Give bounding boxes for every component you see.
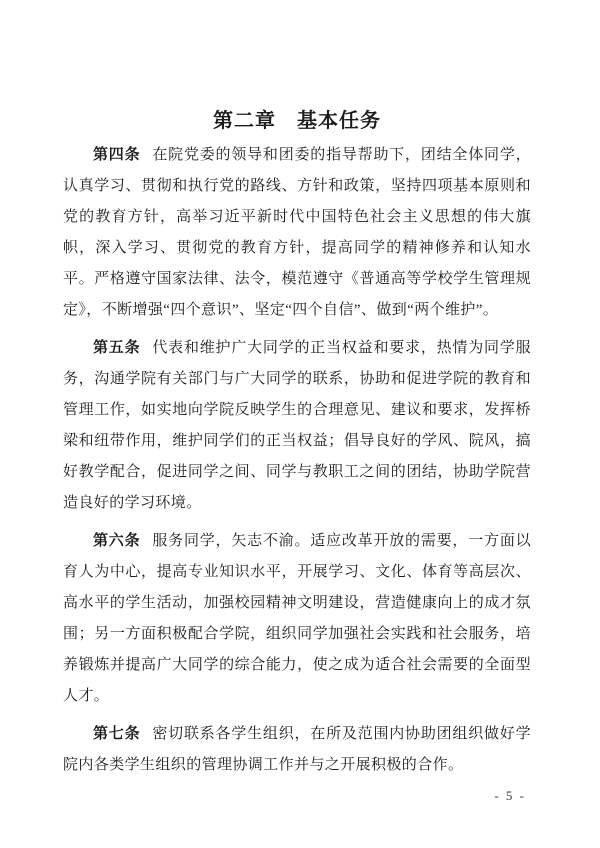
article-7-text: 密切联系各学生组织，在所及范围内协助团组织做好学院内各类学生组织的管理协调工作并与之开展积极的合作。 [63, 726, 532, 773]
document-body [63, 108, 531, 781]
article-4-text: 在院党委的领导和团委的指导帮助下，团结全体同学，认真学习、贯彻和执行党的路线、方针和政策，坚持四项基本原则和党的教育方针，高举习近平新时代中国特色社会主义思想的伟大旗帜，深入学习、贯彻党的教育方针，提高同学的精神修养和认知水平。严格遵守国家法律、法令，模范遵守《普通高等学校学生管理规定》，不断增强“四个意识”、坚定“四个自信”、做到“两个维护”。 [63, 147, 532, 318]
article-5-text: 代表和维护广大同学的正当权益和要求，热情为同学服务，沟通学院有关部门与广大同学的联系，协助和促进学院的教育和管理工作，如实地向学院反映学生的合理意见、建议和要求，发挥桥梁和纽带作用，维护同学们的正当权益；倡导良好的学风、院风，搞好教学配合，促进同学之间、同学与教职工之间的团结，协助学院营造良好的学习环境。 [63, 340, 532, 511]
article-5-number: 第五条 [93, 340, 141, 356]
chapter-title: 第二章 基本任务 [213, 110, 381, 132]
article-6 [63, 526, 531, 712]
page-number: - 5 - [494, 788, 526, 803]
article-4-number: 第四条 [93, 147, 141, 163]
article-6-number: 第六条 [93, 533, 141, 549]
article-7-number: 第七条 [93, 726, 141, 742]
article-5 [63, 333, 531, 519]
article-6-text: 服务同学，矢志不渝。适应改革开放的需要，一方面以育人为中心，提高专业知识水平，开展学习、文化、体育等高层次、高水平的学生活动，加强校园精神文明建设，营造健康向上的成才氛围；另一方面积极配合学院，组织同学加强社会实践和社会服务，培养锻炼并提高广大同学的综合能力，使之成为适合社会需要的全面型人才。 [63, 533, 532, 704]
article-7 [63, 719, 531, 781]
article-4 [63, 140, 531, 326]
